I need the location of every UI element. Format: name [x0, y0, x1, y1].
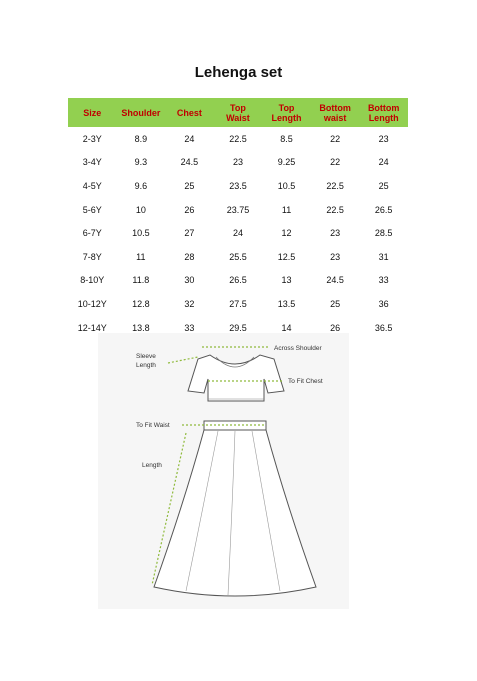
table-cell: 10.5 [132, 228, 150, 239]
table-cell: 25 [330, 298, 341, 309]
table-cell: 25.5 [229, 251, 247, 262]
table-cell: 7-8Y [82, 251, 102, 262]
table-cell: 24 [184, 133, 195, 144]
table-cell: 27.5 [229, 298, 247, 309]
table-cell: 23.5 [229, 180, 247, 191]
table-cell: 9.3 [134, 157, 148, 168]
table-cell: 13 [281, 275, 292, 286]
table-cell: 22.5 [229, 133, 247, 144]
label-across-shoulder: Across Shoulder [274, 345, 322, 352]
label-sleeve-length: Length [136, 362, 156, 369]
table-cell: 36 [378, 298, 389, 309]
table-cell: 12.5 [277, 251, 296, 262]
header-bottom-waist: Bottom waist [311, 98, 360, 127]
table-row [68, 198, 408, 222]
size-chart-table [68, 98, 408, 339]
table-cell: 8-10Y [80, 275, 105, 286]
table-cell: 12-14Y [77, 322, 107, 333]
table-cell: 2-3Y [82, 133, 102, 144]
table-cell: 22 [330, 157, 341, 168]
table-cell: 28.5 [374, 228, 393, 239]
table-row [68, 269, 408, 293]
table-cell: 27 [184, 228, 195, 239]
table-cell: 3-4Y [82, 157, 102, 168]
table-cell: 24 [378, 157, 389, 168]
page-title: Lehenga set [194, 64, 283, 81]
table-cell: 25 [184, 180, 195, 191]
table-row [68, 151, 408, 175]
table-cell: 31 [378, 251, 389, 262]
table-cell: 22 [330, 133, 341, 144]
table-row [68, 174, 408, 198]
table-row [68, 127, 408, 151]
skirt-outline [154, 430, 316, 596]
table-cell: 12 [281, 228, 292, 239]
table-cell: 23 [232, 157, 243, 168]
table-cell: 9.25 [277, 157, 296, 168]
table-cell: 23 [330, 228, 341, 239]
header-shoulder: Shoulder [117, 98, 166, 127]
table-cell: 25 [378, 180, 389, 191]
table-cell: 14 [281, 322, 292, 333]
table-cell: 36.5 [374, 322, 393, 333]
table-cell: 30 [184, 275, 195, 286]
table-header-row [68, 98, 408, 127]
table-cell: 24 [232, 228, 243, 239]
label-sleeve: Sleeve [136, 353, 156, 360]
measurement-diagram [98, 333, 349, 609]
table-cell: 23 [330, 251, 341, 262]
table-cell: 11.8 [132, 275, 150, 286]
blouse-outline [188, 355, 284, 401]
table-cell: 33 [378, 275, 389, 286]
header-top-waist: Top Waist [214, 98, 263, 127]
table-row [68, 245, 408, 269]
table-cell: 10-12Y [77, 298, 107, 309]
table-row [68, 221, 408, 245]
table-cell: 32 [184, 298, 195, 309]
table-cell: 28 [184, 251, 195, 262]
table-cell: 5-6Y [82, 204, 102, 215]
table-cell: 10 [135, 204, 146, 215]
table-cell: 6-7Y [82, 228, 102, 239]
sleeve-length-measure [168, 357, 198, 363]
table-row [68, 292, 408, 316]
table-cell: 13.8 [132, 322, 150, 333]
table-cell: 22.5 [326, 180, 344, 191]
table-cell: 8.9 [134, 133, 148, 144]
table-cell: 23.75 [226, 204, 250, 215]
table-cell: 33 [184, 322, 195, 333]
table-cell: 12.8 [132, 298, 150, 309]
table-cell: 11 [281, 204, 292, 215]
header-top-length: Top Length [262, 98, 311, 127]
table-cell: 24.5 [326, 275, 344, 286]
label-to-fit-chest: To Fit Chest [288, 378, 323, 385]
table-cell: 26 [330, 322, 341, 333]
lehenga-diagram-svg [98, 333, 349, 609]
table-cell: 10.5 [277, 180, 296, 191]
table-cell: 11 [136, 251, 146, 262]
label-to-fit-waist: To Fit Waist [136, 422, 170, 429]
header-chest: Chest [165, 98, 214, 127]
table-cell: 13.5 [277, 298, 296, 309]
table-cell: 26.5 [229, 275, 247, 286]
table-cell: 24.5 [180, 157, 199, 168]
table-cell: 8.5 [280, 133, 293, 144]
label-length: Length [142, 462, 162, 469]
table-cell: 9.6 [134, 180, 148, 191]
header-size: Size [68, 98, 117, 127]
table-cell: 23 [378, 133, 389, 144]
table-cell: 26 [184, 204, 195, 215]
table-cell: 22.5 [326, 204, 344, 215]
table-cell: 26.5 [374, 204, 393, 215]
table-cell: 4-5Y [82, 180, 102, 191]
header-bottom-length: Bottom Length [359, 98, 408, 127]
table-cell: 29.5 [229, 322, 247, 333]
